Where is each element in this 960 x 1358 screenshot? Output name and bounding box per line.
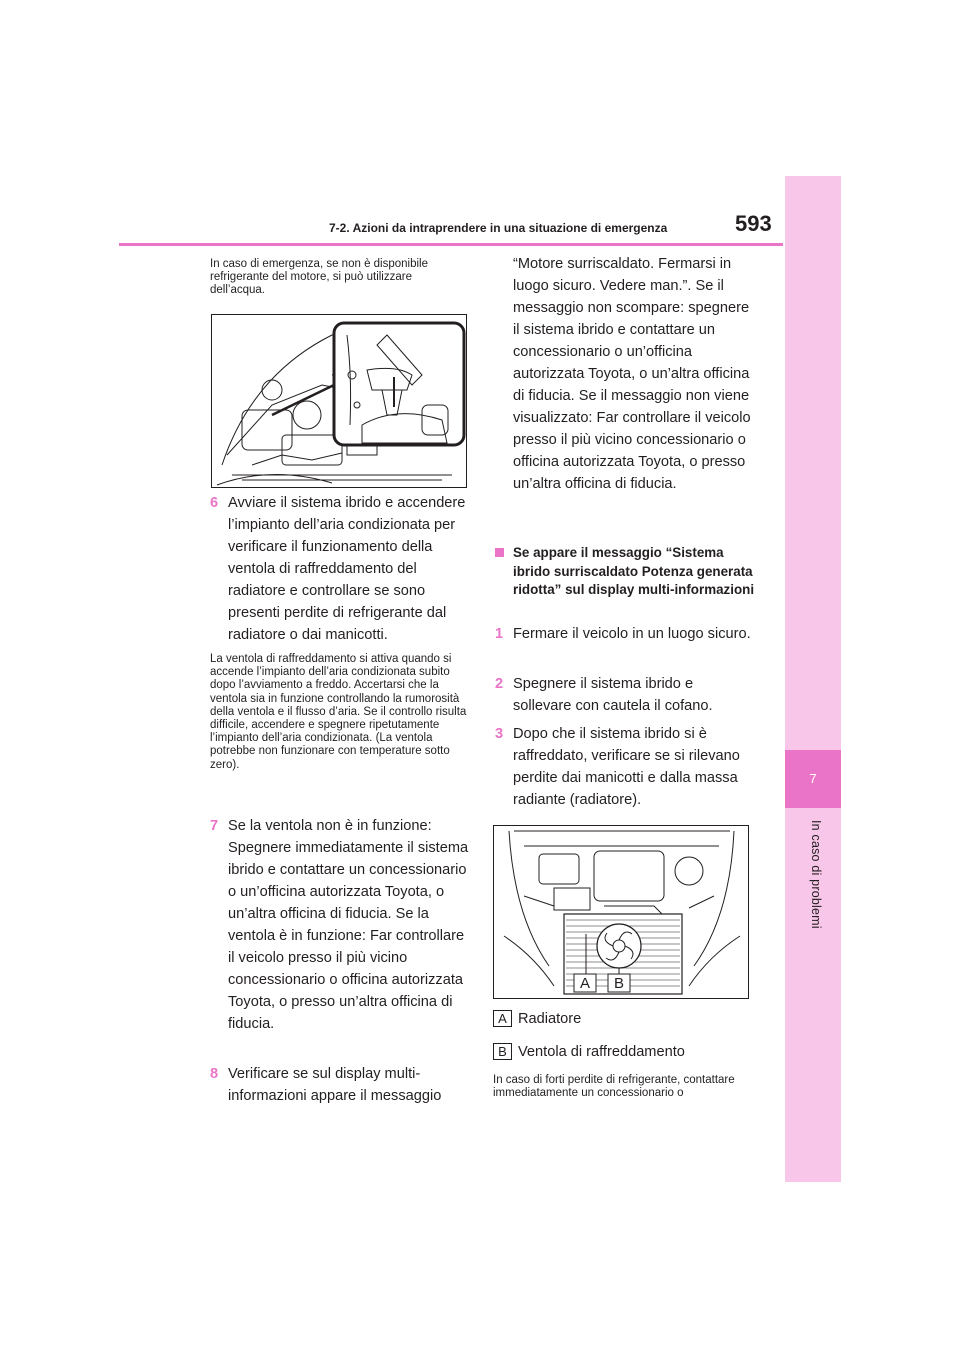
legend-item-b — [493, 1043, 749, 1061]
radiator-illustration — [493, 825, 749, 999]
heading-marker — [495, 548, 504, 557]
message-continuation: “Motore surriscaldato. Fermarsi in luogo sicuro. Vedere man.”. Se il messaggio non scompare: spegnere il sistema ibrido e contattare un concessionario o un’officina autorizzata Toyota, o un’altra officina di fiducia. Se il messaggio non viene visualizzato: Far controllare il veicolo presso il più vicino concessionario o officina autorizzata Toyota, o presso un’altra officina di fiducia. — [513, 256, 751, 492]
coolant-refill-drawing — [212, 315, 467, 488]
chapter-label: In caso di problemi — [809, 820, 823, 929]
step-6-number: 6 — [210, 495, 219, 511]
header-divider — [119, 243, 783, 246]
intro-note: In caso di emergenza, se non è disponibile refrigerante del motore, si può utilizzare dell’acqua. — [210, 258, 429, 297]
callout-b-label: B — [613, 975, 625, 992]
legend-label-a: Radiatore — [518, 1011, 582, 1027]
legend-item-a — [493, 1010, 749, 1028]
final-note: In caso di forti perdite di refrigerante, contattare immediatamente un concessionario o — [493, 1074, 735, 1100]
step-2 — [495, 673, 751, 717]
step-6 — [210, 492, 472, 646]
step-7-number: 7 — [210, 818, 219, 834]
section-title: 7-2. Azioni da intraprendere in una situazione di emergenza — [329, 221, 668, 235]
overheat-heading-text: Se appare il messaggio “Sistema ibrido surriscaldato Potenza generata ridotta” sul display multi-informazioni — [513, 545, 755, 597]
step-1-number: 1 — [495, 626, 504, 642]
fan-note: La ventola di raffreddamento si attiva quando si accende l’impianto dell’aria condizionata subito dopo l’avviamento a freddo. Accertarsi che la ventola sia in funzione controllando la rumorosità della ventola e il flusso d’aria. Se il controllo risulta difficile, accendere e spegnere ripetutamente l’impianto dell’aria condizionata. (La ventola potrebbe non funzionare con temperature sotto zero). — [210, 653, 467, 771]
callout-a-label: A — [579, 975, 591, 992]
step-6-text: Avviare il sistema ibrido e accendere l’impianto dell’aria condizionata per verificare il funzionamento della ventola di raffreddamento del radiatore e controllare se sono presenti perdite di refrigerante dal radiatore o dai manicotti. — [228, 495, 466, 643]
step-2-number: 2 — [495, 676, 504, 692]
step-1-text: Fermare il veicolo in un luogo sicuro. — [513, 626, 751, 642]
legend-label-b: Ventola di raffreddamento — [518, 1044, 685, 1060]
step-8 — [210, 1063, 472, 1107]
step-7-text: Se la ventola non è in funzione: Spegnere immediatamente il sistema ibrido e contattare un concessionario o un’officina autorizzata Toyota, o un’altra officina di fiducia. Se la ventola è in funzione: Far controllare il veicolo presso il più vicino concessionario o officina autorizzata Toyota, o presso un’altra officina di fiducia. — [228, 818, 469, 1032]
step-3-text: Dopo che il sistema ibrido si è raffreddato, verificare se si rilevano perdite dai manicotti e dalla massa radiante (radiatore). — [513, 726, 740, 808]
step-8-number: 8 — [210, 1066, 219, 1082]
step-2-text: Spegnere il sistema ibrido e sollevare con cautela il cofano. — [513, 676, 713, 714]
step-7 — [210, 815, 470, 1035]
legend-badge-a: A — [493, 1010, 512, 1027]
legend-badge-b: B — [493, 1043, 512, 1060]
overheat-heading — [495, 544, 757, 600]
engine-coolant-illustration — [211, 314, 467, 488]
step-1 — [495, 623, 751, 645]
chapter-number: 7 — [785, 750, 841, 808]
step-3-number: 3 — [495, 726, 504, 742]
step-8-text: Verificare se sul display multi-informazioni appare il messaggio — [228, 1066, 442, 1104]
page-number: 593 — [735, 211, 772, 236]
radiator-fan-drawing — [494, 826, 749, 999]
step-3 — [495, 723, 751, 811]
chapter-side-tab — [785, 176, 841, 1182]
